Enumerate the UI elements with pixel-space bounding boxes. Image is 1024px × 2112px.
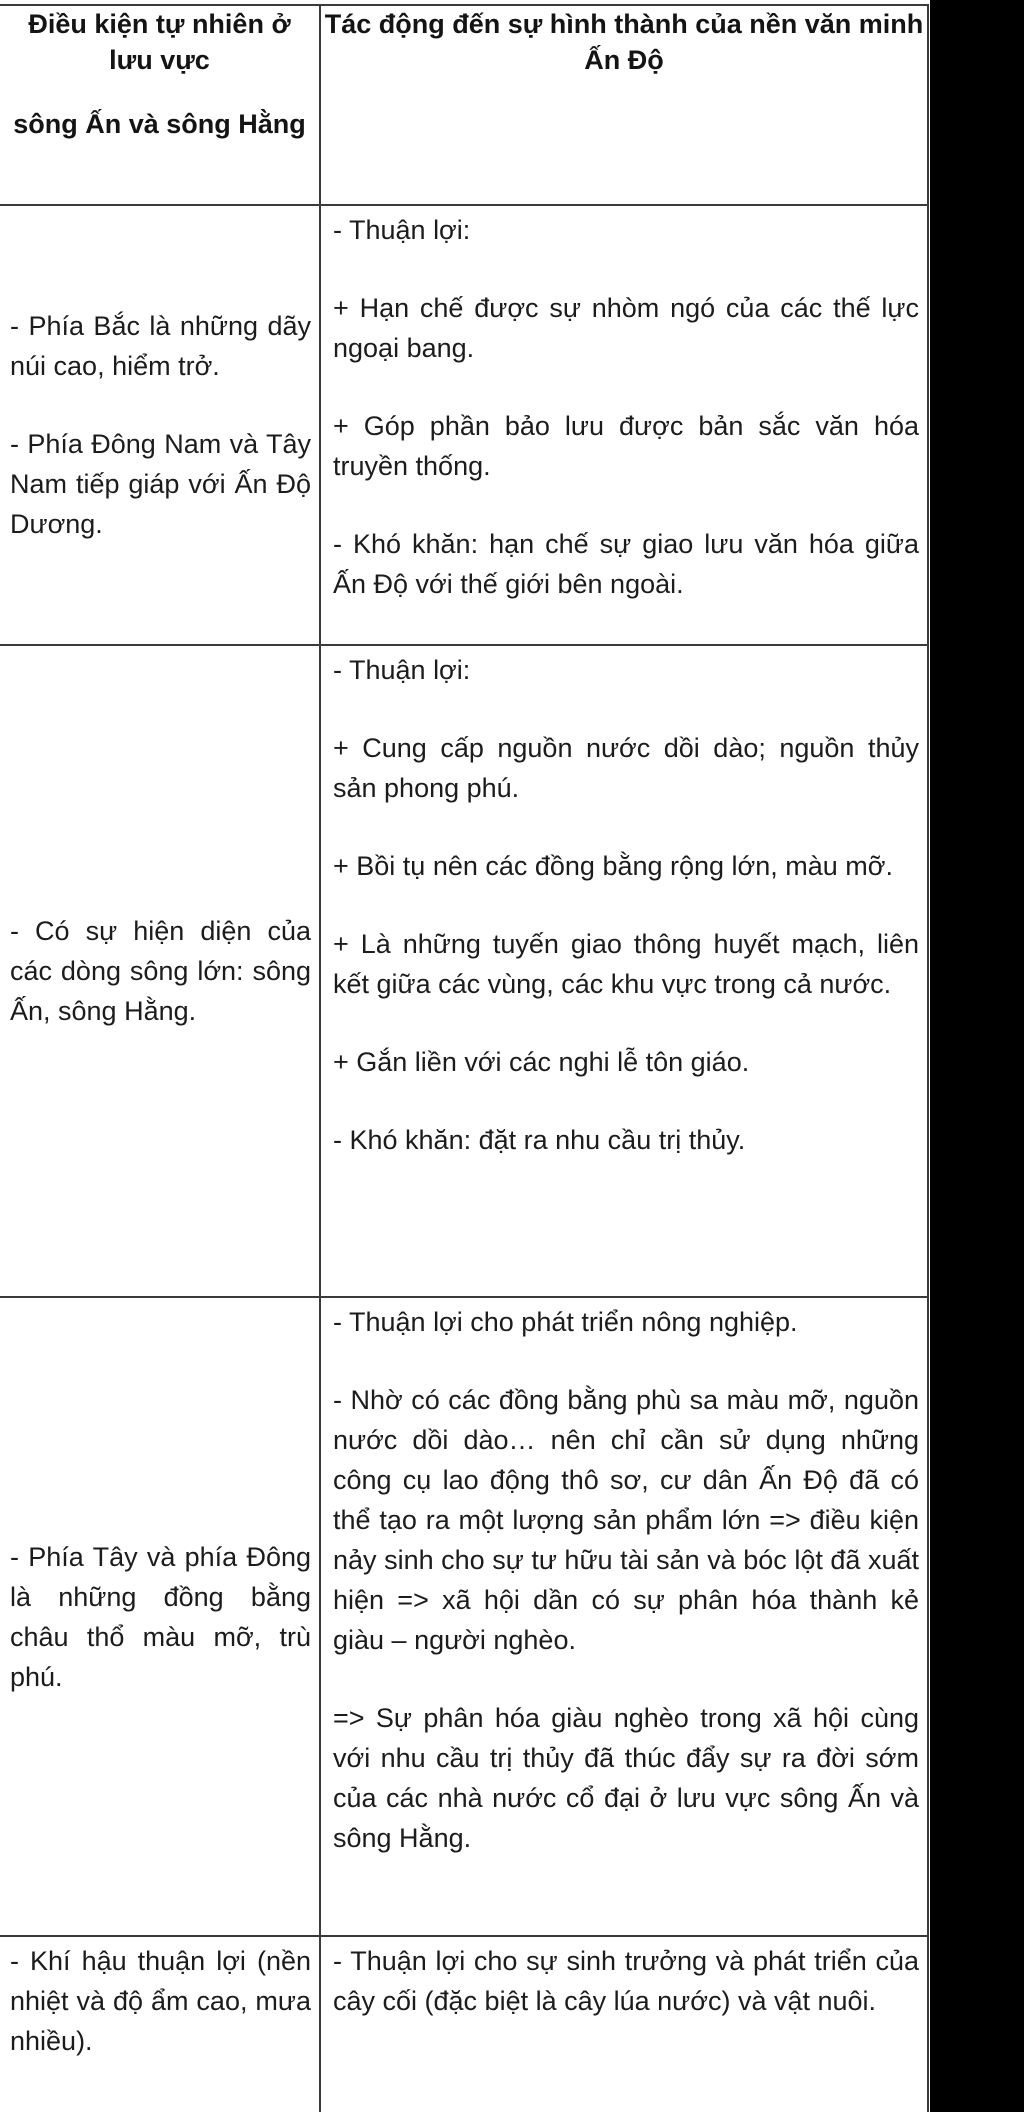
table-row xyxy=(0,1936,928,2112)
table-row xyxy=(0,645,928,1297)
impact-text: - Thuận lợi cho phát triển nông nghiệp. xyxy=(333,1307,798,1337)
header-col1-line-1: Điều kiện tự nhiên ở xyxy=(28,9,291,39)
condition-text: - Phía Tây và phía Đông là những đồng bằng châu thổ màu mỡ, trù phú. xyxy=(10,1541,311,1692)
impact-text: - Nhờ có các đồng bằng phù sa màu mỡ, nguồn nước dồi dào… nên chỉ cần sử dụng những công cụ lao động thô sơ, cư dân Ấn Độ đã có thể tạo ra một lượng sản phẩm lớn => điều kiện nảy sinh cho sự tư hữu tài sản và bóc lột đã xuất hiện => xã hội dần có sự phân hóa thành kẻ giàu – người nghèo. xyxy=(333,1385,919,1655)
condition-text: - Khí hậu thuận lợi (nền nhiệt và độ ẩm cao, mưa nhiều). xyxy=(10,1946,311,2056)
condition-cell-climate xyxy=(0,1936,320,2112)
impact-cell-climate xyxy=(320,1936,928,2112)
impact-cell-plains xyxy=(320,1297,928,1936)
condition-text: - Phía Bắc là những dãy núi cao, hiểm trở. xyxy=(10,311,311,381)
impact-text: => Sự phân hóa giàu nghèo trong xã hội cùng với nhu cầu trị thủy đã thúc đẩy sự ra đời sớm của các nhà nước cổ đại ở lưu vực sông Ấn và sông Hằng. xyxy=(333,1703,919,1853)
impact-text: - Thuận lợi cho sự sinh trưởng và phát triển của cây cối (đặc biệt là cây lúa nước) và vật nuôi. xyxy=(333,1946,919,2016)
header-col1-line-2: lưu vực xyxy=(109,45,210,75)
condition-cell-mountains-ocean xyxy=(0,205,320,645)
header-impact: Tác động đến sự hình thành của nền văn minh Ấn Độ xyxy=(320,5,928,205)
condition-text: - Phía Đông Nam và Tây Nam tiếp giáp với Ấn Độ Dương. xyxy=(10,429,311,539)
impact-text: + Hạn chế được sự nhòm ngó của các thế lực ngoại bang. xyxy=(333,293,919,363)
impact-text: - Khó khăn: hạn chế sự giao lưu văn hóa giữa Ấn Độ với thế giới bên ngoài. xyxy=(333,529,919,599)
condition-cell-rivers xyxy=(0,645,320,1297)
impact-text: + Cung cấp nguồn nước dồi dào; nguồn thủy sản phong phú. xyxy=(333,733,919,803)
conditions-impact-table xyxy=(0,4,929,2112)
table-row xyxy=(0,205,928,645)
header-col1-line-3: sông Ấn và sông Hằng xyxy=(13,109,306,139)
table-row xyxy=(0,1297,928,1936)
impact-text: + Là những tuyến giao thông huyết mạch, liên kết giữa các vùng, các khu vực trong cả nước. xyxy=(333,929,919,999)
condition-text: - Có sự hiện diện của các dòng sông lớn: sông Ấn, sông Hằng. xyxy=(10,916,311,1026)
impact-text: + Gắn liền với các nghi lễ tôn giáo. xyxy=(333,1047,750,1077)
impact-text: + Bồi tụ nên các đồng bằng rộng lớn, màu mỡ. xyxy=(333,851,893,881)
impact-text: + Góp phần bảo lưu được bản sắc văn hóa truyền thống. xyxy=(333,411,919,481)
condition-cell-plains xyxy=(0,1297,320,1936)
impact-text: - Khó khăn: đặt ra nhu cầu trị thủy. xyxy=(333,1125,746,1155)
impact-text: - Thuận lợi: xyxy=(333,655,471,685)
table-header-row xyxy=(0,5,928,205)
impact-text: - Thuận lợi: xyxy=(333,215,471,245)
impact-cell-mountains-ocean xyxy=(320,205,928,645)
impact-cell-rivers xyxy=(320,645,928,1297)
header-natural-conditions xyxy=(0,5,320,205)
